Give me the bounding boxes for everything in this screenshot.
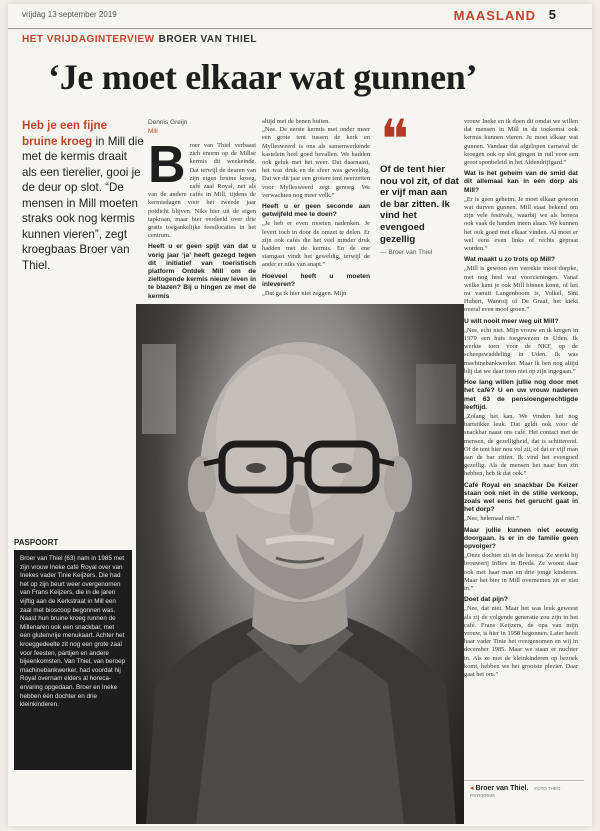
column2-body-4: „Dat ga ik hier niet zeggen. Mijn [262, 290, 347, 298]
issue-date: vrijdag 13 september 2019 [22, 10, 117, 19]
answer: „Zolang het kan. We vinden het nog hartstikke leuk. Dat geldt ook voor de snackbar naast ons café. Het contact met de mensen, de gezelligheid, dat is schitterend. Of de tent hier nou vol zit, of dat er vijf man aan de bar zitten. Ik vind het evengoed gezellig. Als de mensen het naar hun zin hebben, heb ik dat ook.” [464, 412, 578, 478]
answer: „Nee, echt niet. Mijn vrouw en ik kregen in 1979 een huis toegewezen in Uden. Ik werkte toen voor de NKF, op de scheepswaddeling in Uden. Ik was machinebankwerker. Maar ik ben nog altijd blij dat we daar toen niet op zijn ingegaan.” [464, 326, 578, 375]
byline [148, 118, 187, 136]
newspaper-page [8, 4, 592, 826]
drop-cap: B [148, 136, 186, 194]
passport-sidebar [14, 538, 132, 770]
masthead [8, 6, 592, 26]
page-number: 5 [548, 7, 556, 22]
interview-question: Café Royal en snackbar De Keizer staan ook niet in de stille verkoop, zoals wel eens het gerucht gaat in het dorp? [464, 481, 578, 514]
headline: ‘Je moet elkaar wat gunnen’ [48, 57, 478, 97]
interview-question: Hoeveel heeft u moeten inleveren? [262, 272, 370, 288]
intro-text: in Mill die met de kermis draait als een tierelier, gooi je de deur op slot. “De mensen in Mill moeten straks ook nog kermis kunnen vieren”, zegt kroegbaas Broer van Thiel. [22, 134, 144, 272]
caption-divider [464, 780, 584, 781]
column4-p1: vrouw Ineke en ik doen dit omdat we willen dat mensen in Mill in de toekomst ook kermis kunnen vieren. Je moet elkaar wat gunnen. Vandaar dat afgelopen carnaval de kroegen ook op slot gingen in ruil voor een groot sponbeleid in het Aldendrijfgard.” [464, 118, 578, 167]
passport-label: PASPOORT [14, 538, 59, 547]
quote-mark-icon: ❝ [380, 110, 410, 170]
interview-question: Hoe lang willen jullie nog door met het café? U en uw vrouw naderen met 63 de pensioengerechtigde leeftijd. [464, 379, 578, 411]
column2-body-3: „Je heb er even moeten nadenken. Je levert toch in door de omzet te delen. Er zijn ook cafés die het veel minder druk hadden met de kermis. En de ene stamgast vindt het geweldig, terwijl de ander er niks van snapt.” [262, 220, 370, 269]
interview-question: Heeft u er geen spijt van dat u vorig jaar ‘ja’ heeft gezegd tegen dit initiatief van toeristisch platform Ontdek Mill om de zieltogende kermis nieuw leven in te blazen? Bij u hingen ze met de kermis [148, 243, 256, 300]
article-column-4 [464, 118, 578, 679]
answer: „Er is geen geheim. Je moet elkaar gewoon wat durven gunnen. Mill staat bekend om zijn vele festivals, waarbij we als horeca ook vaak de handen ineen slaan. We kunnen het ook goed met elkaar vinden. Al moet er wel eens even links of rechts gepraat worden.” [464, 195, 578, 253]
portrait-photo [136, 304, 464, 824]
caption-name: Broer van Thiel. [475, 785, 529, 792]
caption-arrow-icon: ◂ [470, 785, 474, 792]
interview-question: Heeft u er geen seconde aan getwijfeld mee te doen? [262, 203, 370, 219]
intro-paragraph [22, 118, 144, 273]
answer: „Onze dochter zit in de horeca. Ze werkt bij brouwerij InBev in Breda. Ze woont daar ook met haar man en drie jonge kinderen. Maar het bier in Mill overnemen zit er niet in.” [464, 552, 578, 592]
interview-question: Doet dat pijn? [464, 596, 508, 604]
pull-quote [380, 110, 460, 257]
passport-box: Broer van Thiel (63) nam in 1985 met zijn vrouw Ineke café Royal over van Inekes vader Tinie Keijzers. Die had het op zijn beurt weer overgenomen van Frans Keijzers, die in de jaren vijftig aan de Kerkstraat in Mill een zaal met bioscoop begonnen was. Naast hun bruine kroeg runnen de Millenaren ook een snackbar, met een glutenvrije menukaart. Achter het kroeggedeelte zit nog een grote zaal voor feesten, partijen en andere bijeenkomsten. Van Thiel, van beroep machinebankwerker, had voordat hij Royal overnam elders al horeca-ervaring opgedaan. Broer en Ineke hebben één dochter en drie kleinkinderen. [14, 550, 132, 770]
column2-body-1: altijd met de benen buiten. [262, 118, 330, 125]
interview-question: Wat is het geheim van de smid dat dit allemaal kan in een dorp als Mill? [464, 170, 578, 194]
answer: „Nee, helemaal niet.” [464, 515, 519, 523]
interview-question: Maar jullie kunnen niet eeuwig doorgaan. Is er in de familie geen opvolger? [464, 526, 578, 550]
pull-quote-attribution: — Broer van Thiel [380, 249, 433, 257]
byline-location: Mill [148, 128, 158, 135]
interview-question: U wilt nooit meer weg uit Mill? [464, 317, 559, 325]
column1-body: roer van Thiel verbaast zich enorm op de Millse kermis dit weekeinde. Dat terwijl de deuren van zijn eigen bruine kroeg, café zaal Royal, net als van de andere cafés in Mill, tijdens de kermisdagen voor het tweede jaar potdicht blijven. Niks bier uit de eigen tapkraan, maar bier verdeeld over drie gratis toegankelijke feestlocaties in het centrum. [148, 142, 256, 240]
intro-lead: Heb je een fijne bruine kroeg [22, 119, 108, 148]
byline-author: Dennis Greijn [148, 119, 188, 126]
kicker [22, 34, 257, 45]
portrait-illustration [136, 304, 464, 824]
answer: „Nee, dat niet. Maar het was leuk geweest als zij de volgende generatie zou zijn in het café. Frans Keijzers, de opa van mijn vrouw, is hier in 1958 begonnen. Later heeft haar vader Tinie het overgenomen en wij in december 1985. Maar we staan er nuchter in. Als ze met de kleinkinderen op bezoek komt, hebben we het grootste plezier. Daar gaat het om.” [464, 605, 578, 678]
kicker-subject: BROER VAN THIEL [158, 34, 258, 45]
article-column-1 [148, 136, 256, 302]
answer: „Mill is gewoon een verrekte mooi dorpke, met nog heel wat voorzieningen. Vanaf welke kant je ook Mill binnen komt, of het nu vanuit Langenboom is, Volkel, Sint Hubert, Wanroij of De Graaf, het kiekt overal even mooi groen.” [464, 265, 578, 314]
photo-caption [470, 784, 584, 799]
interview-question: Wat maakt u zo trots op Mill? [464, 256, 555, 264]
pull-quote-text: Of de tent hier nou vol zit, of dat er vijf man aan de bar zitten. Ik vind het evengoed gezellig [380, 164, 459, 245]
photo-credit: FOTO THEO PSYKERMS [470, 786, 561, 798]
section-name: MAASLAND [453, 8, 536, 23]
masthead-divider [8, 28, 592, 29]
kicker-label: HET VRIJDAGINTERVIEW [22, 34, 155, 45]
column2-body-2: „Nee. De eerste kermis met onder meer een grote tent tussen de kerk en Myllesweerd is ons als samenwerkende kastelein heel goed bevallen. We hadden ook geluk met het weer. Dat daarnaast, het was druk en de sfeer was geweldig. Dat we dit jaar een grotere tent neerzetten voor Myllesweerd zegt genoeg. We verwachten nog meer volk.” [262, 126, 370, 199]
article-column-2 [262, 118, 370, 298]
